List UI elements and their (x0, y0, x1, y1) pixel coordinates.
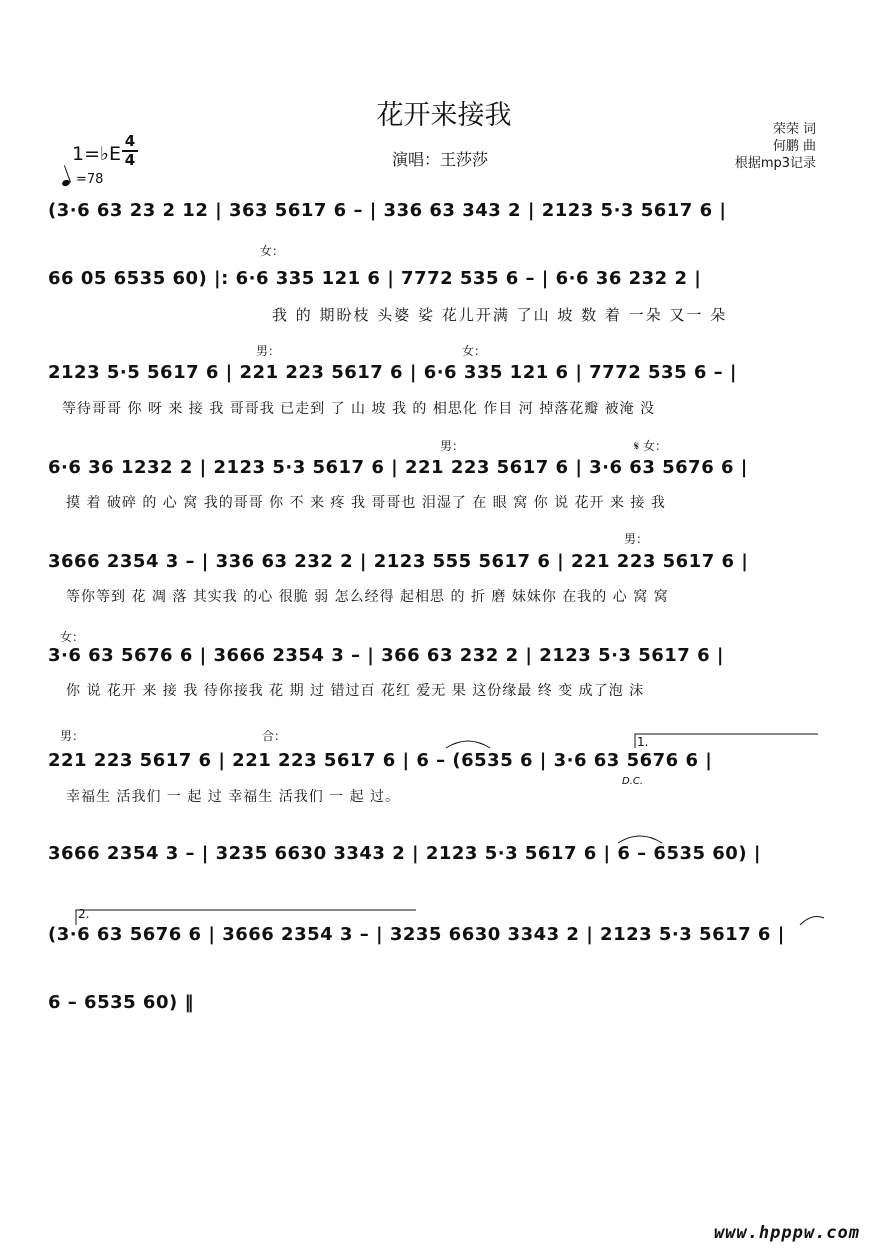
score-line-2-lyrics: 我 的 期盼枝 头婆 娑 花儿开满 了山 坡 数 着 一朵 又一 朵 (272, 306, 728, 324)
time-signature-top: 4 (122, 133, 138, 152)
score-line-8-notes: 3666 2354 3 – | 3235 6630 3343 2 | 2123 5·3 5617 6 | 6 – 6535 60) | (48, 843, 761, 864)
score-line-2-notes: 66 05 6535 60) |: 6·6 335 121 6 | 7772 535 6 – | 6·6 36 232 2 | (48, 268, 702, 289)
volta-1-marker: 1. (637, 735, 649, 749)
tie-arc (800, 917, 824, 925)
site-watermark: www.hpppw.com (713, 1223, 860, 1243)
volta-1-bracket (635, 734, 818, 748)
tempo-value: =78 (76, 172, 104, 187)
score-line-6-lyrics: 你 说 花开 来 接 我 待你接我 花 期 过 错过百 花红 爱无 果 这份缘最 终 变 成了泡 沫 (66, 683, 645, 699)
part-marker-male: 男： (624, 532, 649, 546)
segno-female-marker: 𝄋 女： (634, 439, 667, 453)
tie-arc (618, 836, 662, 843)
time-signature-bottom: 4 (124, 151, 136, 169)
part-marker-male: 男： (60, 729, 85, 743)
score-line-10-notes: 6 – 6535 60) ‖ (48, 992, 194, 1013)
part-marker-male: 男： (256, 344, 281, 358)
score-line-5-lyrics: 等你等到 花 凋 落 其实我 的心 很脆 弱 怎么经得 起相思 的 折 磨 妹妹你 在我的 心 窝 窝 (66, 589, 669, 605)
score-line-7-lyrics: 幸福生 活我们 一 起 过 幸福生 活我们 一 起 过。 (66, 789, 401, 805)
score-line-6-notes: 3·6 63 5676 6 | 3666 2354 3 – | 366 63 232 2 | 2123 5·3 5617 6 | (48, 645, 724, 666)
tie-arc (446, 741, 490, 748)
volta-2-bracket (76, 910, 416, 925)
score-line-1-notes: (3·6 63 23 2 12 | 363 5617 6 – | 336 63 343 2 | 2123 5·3 5617 6 | (48, 200, 727, 221)
part-marker-female: 女： (60, 630, 85, 644)
source-credit: 根据mp3记录 (734, 156, 816, 171)
da-capo-marker: D.C. (622, 776, 644, 787)
part-marker-male: 男： (440, 439, 465, 453)
volta-2-marker: 2. (78, 907, 90, 921)
score-line-7-notes: 221 223 5617 6 | 221 223 5617 6 | 6 – (6535 6 | 3·6 63 5676 6 | (48, 750, 713, 771)
score-line-4-notes: 6·6 36 1232 2 | 2123 5·3 5617 6 | 221 223 5617 6 | 3·6 63 5676 6 | (48, 457, 748, 478)
score-line-9-notes: (3·6 63 5676 6 | 3666 2354 3 – | 3235 6630 3343 2 | 2123 5·3 5617 6 | (48, 924, 785, 945)
composer-credit: 何鹏 曲 (772, 139, 816, 154)
part-marker-female: 女： (462, 344, 487, 358)
score-line-5-notes: 3666 2354 3 – | 336 63 232 2 | 2123 555 5617 6 | 221 223 5617 6 | (48, 551, 749, 572)
performer: 演唱：王莎莎 (392, 150, 489, 169)
key-signature: 1=♭E (72, 143, 121, 165)
score-line-3-lyrics: 等待哥哥 你 呀 来 接 我 哥哥我 已走到 了 山 坡 我 的 相思化 作目 河 掉落花瓣 被淹 没 (62, 401, 656, 417)
song-title: 花开来接我 (376, 100, 512, 131)
part-marker-together: 合： (262, 729, 287, 743)
score-line-4-lyrics: 摸 着 破碎 的 心 窝 我的哥哥 你 不 来 疼 我 哥哥也 泪湿了 在 眼 窝 你 说 花开 来 接 我 (66, 495, 666, 511)
score-line-3-notes: 2123 5·5 5617 6 | 221 223 5617 6 | 6·6 335 121 6 | 7772 535 6 – | (48, 362, 737, 383)
part-marker-female: 女： (260, 244, 285, 258)
lyricist-credit: 荣荣 词 (772, 122, 816, 137)
